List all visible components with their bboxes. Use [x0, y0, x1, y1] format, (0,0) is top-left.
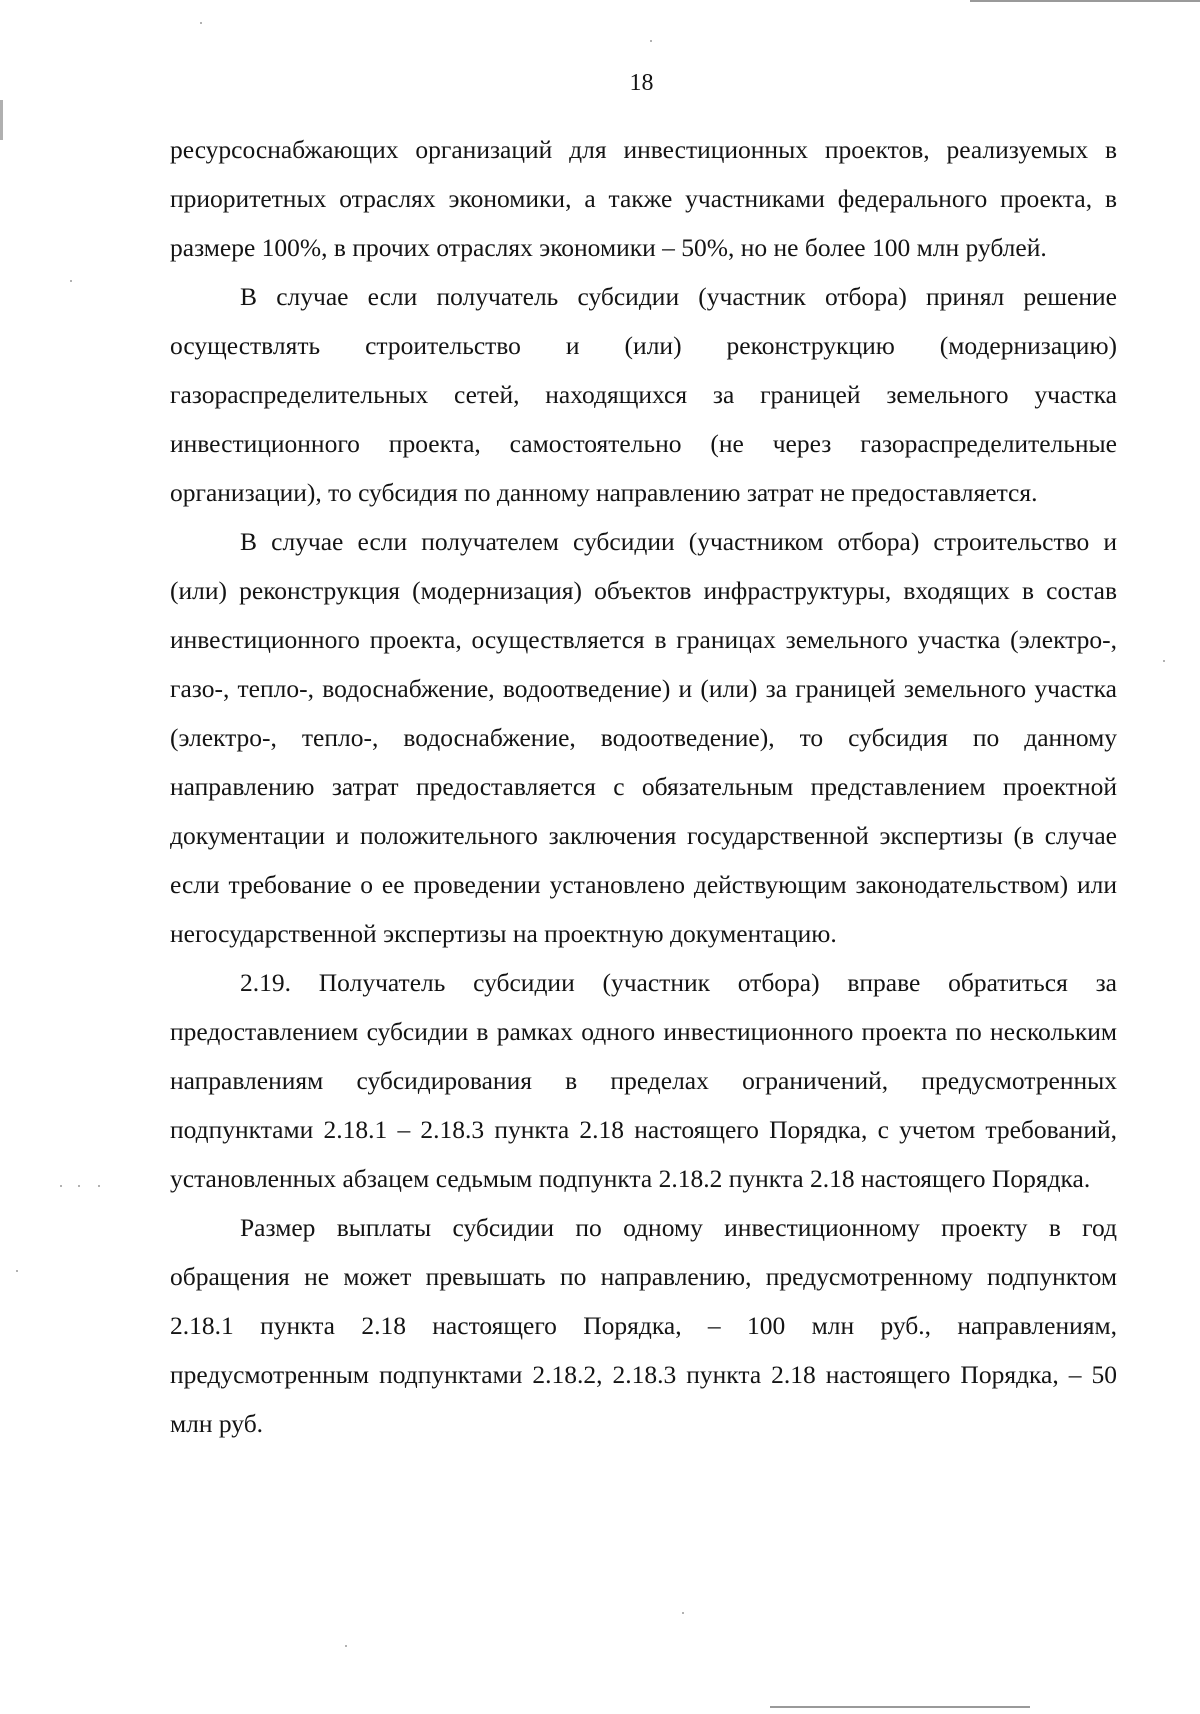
scan-artifact-dot [78, 1185, 80, 1187]
paragraph-gas-networks: В случае если получатель субсидии (участник отбора) принял решение осуществлять строительство и (или) реконструкцию (модернизацию) газораспределительных сетей, находящихся за границей земельного участка инвестиционного проекта, самостоятельно (не через газораспределительные организации), то субсидия по данному направлению затрат не предоставляется. [170, 282, 1117, 507]
scan-artifact-dot [682, 1612, 684, 1614]
page-number: 18 [629, 70, 654, 96]
scan-artifact-dot [98, 1185, 100, 1187]
document-body [170, 125, 1117, 1448]
scan-artifact-dot [200, 22, 202, 24]
scan-artifact-dot [60, 1185, 62, 1187]
scan-artifact-top-line [970, 0, 1200, 2]
scan-artifact-dot [16, 1270, 18, 1272]
paragraph-payment-limit: Размер выплаты субсидии по одному инвестиционному проекту в год обращения не может превышать по направлению, предусмотренному подпунктом 2.18.1 пункта 2.18 настоящего Порядка, – 100 млн руб., направлениям, предусмотренным подпунктами 2.18.2, 2.18.3 пункта 2.18 настоящего Порядка, – 50 млн руб. [170, 1213, 1117, 1438]
scan-artifact-dot [650, 40, 652, 42]
scan-artifact-left-edge [0, 100, 3, 140]
scan-artifact-dot [70, 280, 72, 282]
scan-artifact-bottom-line [770, 1706, 1030, 1708]
paragraph-2-19: 2.19. Получатель субсидии (участник отбора) вправе обратиться за предоставлением субсидии в рамках одного инвестиционного проекта по нескольким направлениям субсидирования в пределах ограничений, предусмотренных подпунктами 2.18.1 – 2.18.3 пункта 2.18 настоящего Порядка, с учетом требований, установленных абзацем седьмым подпункта 2.18.2 пункта 2.18 настоящего Порядка. [170, 968, 1117, 1193]
scan-artifact-dot [1163, 660, 1165, 662]
scan-artifact-dot [345, 1645, 347, 1647]
paragraph-continuation: ресурсоснабжающих организаций для инвестиционных проектов, реализуемых в приоритетных отраслях экономики, а также участниками федерального проекта, в размере 100%, в прочих отраслях экономики – 50%, но не более 100 млн рублей. [170, 135, 1117, 262]
paragraph-infrastructure: В случае если получателем субсидии (участником отбора) строительство и (или) реконструкция (модернизация) объектов инфраструктуры, входящих в состав инвестиционного проекта, осуществляется в границах земельного участка (электро-, газо-, тепло-, водоснабжение, водоотведение) и (или) за границей земельного участка (электро-, тепло-, водоснабжение, водоотведение), то субсидия по данному направлению затрат предоставляется с обязательным представлением проектной документации и положительного заключения государственной экспертизы (в случае если требование о ее проведении установлено действующим законодательством) или негосударственной экспертизы на проектную документацию. [170, 527, 1117, 948]
